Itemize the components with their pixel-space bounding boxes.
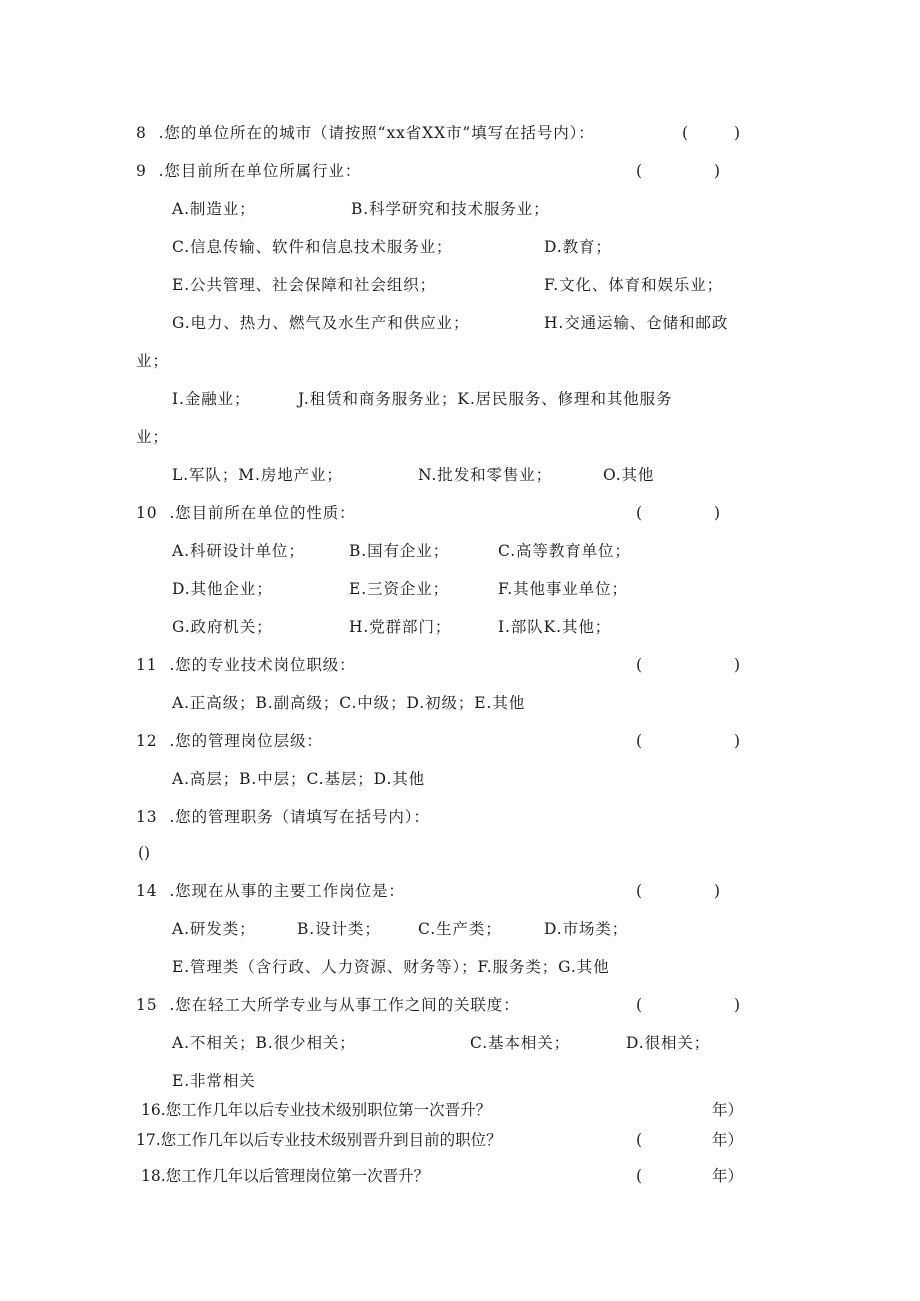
answer-bracket-close: )	[714, 882, 721, 900]
option: I.部队K.其他；	[498, 618, 612, 636]
option: C.信息传输、软件和信息技术服务业；	[172, 238, 453, 256]
answer-bracket-close: )	[734, 124, 741, 142]
option: E.三资企业；	[349, 580, 450, 598]
question-14	[136, 881, 405, 901]
answer-unit: 年）	[712, 1131, 744, 1149]
answer-bracket-close: )	[734, 996, 741, 1014]
answer-bracket-close: )	[714, 162, 721, 180]
answer-bracket-open: (	[636, 656, 643, 674]
question-number: 10	[136, 504, 158, 522]
question-text: .您目前所在单位所属行业：	[158, 162, 362, 180]
answer-bracket-open: (	[636, 732, 643, 750]
option: F.其他事业单位；	[498, 580, 628, 598]
answer-bracket-open: (	[636, 882, 643, 900]
option: D.市场类；	[544, 920, 629, 938]
question-18: 18.您工作几年以后管理岗位第一次晋升？	[141, 1167, 430, 1185]
question-number: 15	[136, 996, 158, 1014]
option: H.党群部门；	[349, 618, 452, 636]
answer-blank: ()	[138, 844, 151, 862]
option: C.高等教育单位；	[498, 542, 631, 560]
option: E.管理类（含行政、人力资源、财务等）；F.服务类；G.其他	[172, 958, 610, 976]
option: N.批发和零售业；	[418, 466, 553, 484]
answer-bracket-close: )	[714, 504, 721, 522]
option: O.其他	[603, 466, 655, 484]
question-text: .您的管理职务（请填写在括号内）：	[169, 808, 430, 826]
option-continuation: 业；	[136, 352, 169, 370]
option: I.金融业；	[172, 390, 251, 408]
answer-bracket-open: (	[636, 1167, 643, 1185]
question-13	[136, 807, 430, 827]
question-number: 9	[136, 162, 147, 180]
question-15	[136, 995, 520, 1015]
question-text: .您的单位所在的城市（请按照“xx省XX市”填写在括号内）：	[158, 124, 595, 142]
question-number: 11	[136, 656, 158, 674]
question-16: 16.您工作几年以后专业技术级别职位第一次晋升？	[141, 1101, 492, 1119]
option: J.租赁和商务服务业；K.居民服务、修理和其他服务	[298, 390, 673, 408]
option: A.高层；B.中层；C.基层；D.其他	[172, 770, 426, 788]
option: E.公共管理、社会保障和社会组织；	[172, 276, 437, 294]
answer-bracket-open: (	[636, 504, 643, 522]
option: C.基本相关；	[470, 1034, 571, 1052]
question-12	[136, 731, 323, 751]
option: B.国有企业；	[349, 542, 450, 560]
option: A.正高级；B.副高级；C.中级；D.初级；E.其他	[172, 694, 526, 712]
question-text: .您目前所在单位的性质：	[169, 504, 356, 522]
option: A.制造业；	[172, 200, 256, 218]
answer-bracket-close: )	[734, 656, 741, 674]
question-9	[136, 161, 361, 181]
question-text: .您现在从事的主要工作岗位是：	[169, 882, 405, 900]
option: G.政府机关；	[172, 618, 273, 636]
question-17: 17.您工作几年以后专业技术级别晋升到目前的职位？	[136, 1131, 502, 1149]
question-text: .您的专业技术岗位职级：	[169, 656, 356, 674]
option: B.设计类；	[297, 920, 381, 938]
question-11	[136, 655, 356, 675]
option-continuation: 业；	[136, 428, 169, 446]
option: G.电力、热力、燃气及水生产和供应业；	[172, 314, 470, 332]
option: D.教育；	[544, 238, 612, 256]
answer-bracket-open: (	[636, 996, 643, 1014]
answer-bracket-open: (	[636, 1131, 643, 1149]
option: B.科学研究和技术服务业；	[351, 200, 550, 218]
option: A.研发类；	[172, 920, 256, 938]
question-number: 8	[136, 124, 147, 142]
option: L.军队；M.房地产业；	[172, 466, 343, 484]
question-number: 13	[136, 808, 158, 826]
option: E.非常相关	[172, 1072, 256, 1090]
option: A.科研设计单位；	[172, 542, 305, 560]
option: F.文化、体育和娱乐业；	[544, 276, 724, 294]
option: H.交通运输、仓储和邮政	[544, 314, 729, 332]
option: D.很相关；	[626, 1034, 711, 1052]
question-number: 12	[136, 732, 158, 750]
question-8	[136, 123, 595, 143]
answer-bracket-close: )	[734, 732, 741, 750]
answer-bracket-open: (	[682, 124, 689, 142]
question-text: .您在轻工大所学专业与从事工作之间的关联度：	[169, 996, 520, 1014]
question-10	[136, 503, 356, 523]
option: C.生产类；	[418, 920, 502, 938]
question-text: .您的管理岗位层级：	[169, 732, 323, 750]
answer-unit: 年）	[712, 1101, 744, 1119]
question-number: 14	[136, 882, 158, 900]
option: A.不相关；B.很少相关；	[172, 1034, 356, 1052]
answer-bracket-open: (	[636, 162, 643, 180]
option: D.其他企业；	[172, 580, 273, 598]
answer-unit: 年）	[712, 1167, 744, 1185]
